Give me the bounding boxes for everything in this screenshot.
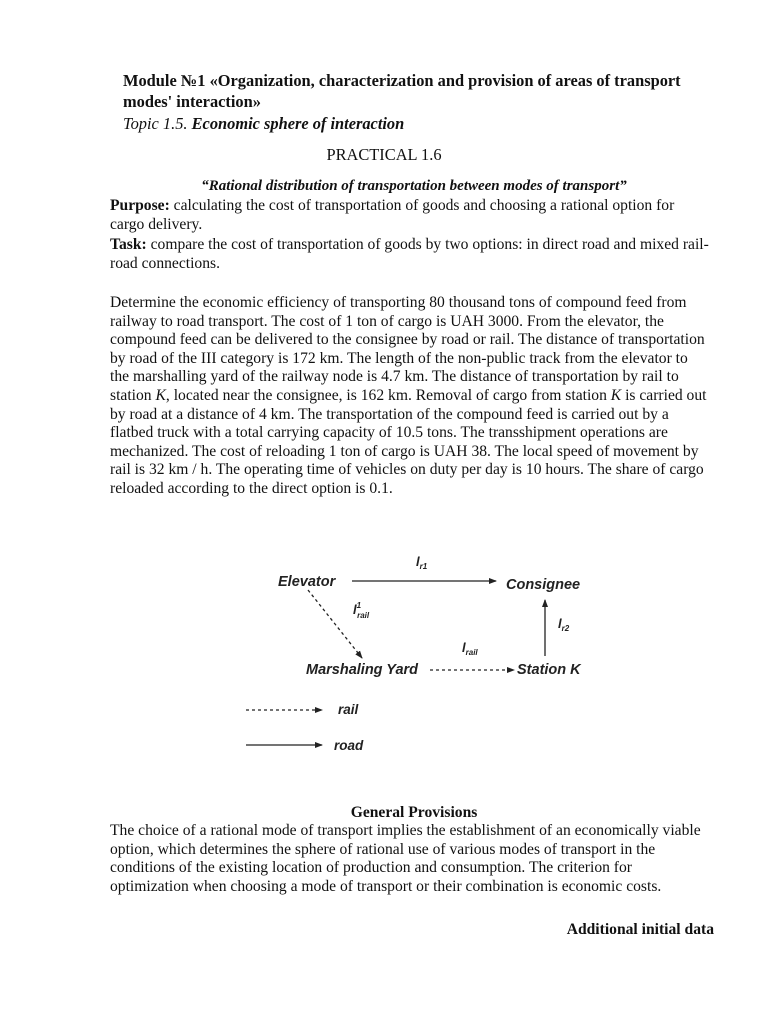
purpose-text: calculating the cost of transportation of goods and choosing a rational option for cargo delivery. bbox=[110, 197, 675, 233]
general-provisions-text: The choice of a rational mode of transport implies the establishment of an economically viable option, which determines the sphere of rational use of various modes of transport in the conditions of the existing location of production and consumption. The criterion for optimization when choosing a mode of transport or their combination is economic costs. bbox=[110, 822, 701, 895]
task-label: Task: bbox=[110, 236, 147, 253]
label-lrail1: $l^1$ rail bbox=[353, 601, 370, 620]
purpose-label: Purpose: bbox=[110, 197, 170, 214]
node-station-k: Station K bbox=[517, 662, 581, 678]
legend-rail-label: rail bbox=[338, 702, 359, 717]
transport-scheme-diagram bbox=[240, 548, 600, 758]
rail-arrow-elevator-yard bbox=[308, 590, 362, 658]
node-marshaling-yard: Marshaling Yard bbox=[306, 662, 419, 678]
general-provisions-title: General Provisions bbox=[350, 804, 478, 821]
label-lr1: $l_{r1}$ bbox=[416, 554, 428, 571]
task-text: compare the cost of transportation of goods by two options: in direct road and mixed rail-road connections. bbox=[110, 236, 709, 272]
problem-paragraph bbox=[110, 294, 710, 499]
problem-text-1: Determine the economic efficiency of transporting 80 thousand tons of compound feed from railway to road transport. The cost of 1 ton of cargo is UAH 3000. From the elevator, the compound feed can be delivered to the consignee by road or rail. The distance of transportation by road of the III category is 172 km. The length of the non-public track from the elevator to the marshalling yard of the railway node is 4.7 km. The distance of transportation by rail to station bbox=[110, 294, 705, 404]
topic-prefix: Topic 1.5. bbox=[123, 114, 188, 133]
node-elevator: Elevator bbox=[278, 574, 336, 590]
station-k-ref-2: K bbox=[610, 386, 622, 404]
task-paragraph bbox=[110, 236, 710, 273]
problem-text-2: , located near the consignee, is 162 km. Removal of cargo from station bbox=[165, 386, 611, 404]
topic-title: Economic sphere of interaction bbox=[191, 114, 405, 133]
module-title: Module №1 «Organization, characterization and provision of areas of transport modes' interaction» bbox=[123, 71, 681, 111]
additional-initial-data-heading: Additional initial data bbox=[566, 921, 714, 938]
legend-road-label: road bbox=[334, 738, 364, 753]
label-lrail: $l_{rail}$ bbox=[462, 640, 478, 657]
practical-label: PRACTICAL 1.6 bbox=[326, 145, 442, 164]
topic-line bbox=[123, 113, 404, 134]
node-consignee: Consignee bbox=[506, 577, 581, 593]
station-k-ref-1: K bbox=[155, 386, 166, 404]
purpose-paragraph bbox=[110, 197, 710, 234]
practical-subtitle: “Rational distribution of transportation between modes of transport” bbox=[201, 178, 627, 194]
label-lr2: $l_{r2}$ bbox=[558, 616, 570, 633]
problem-text-3: is carried out by road at a distance of 4 km. The transportation of the compound feed is carried out by a flatbed truck with a total carrying capacity of 10.5 tons. The transshipment operations are mechanized. The cost of reloading 1 ton of cargo is UAH 38. The local speed of movement by rail is 32 km / h. The operating time of vehicles on duty per day is 10 hours. The share of cargo reloaded according to the direct option is 0.1. bbox=[110, 386, 707, 497]
